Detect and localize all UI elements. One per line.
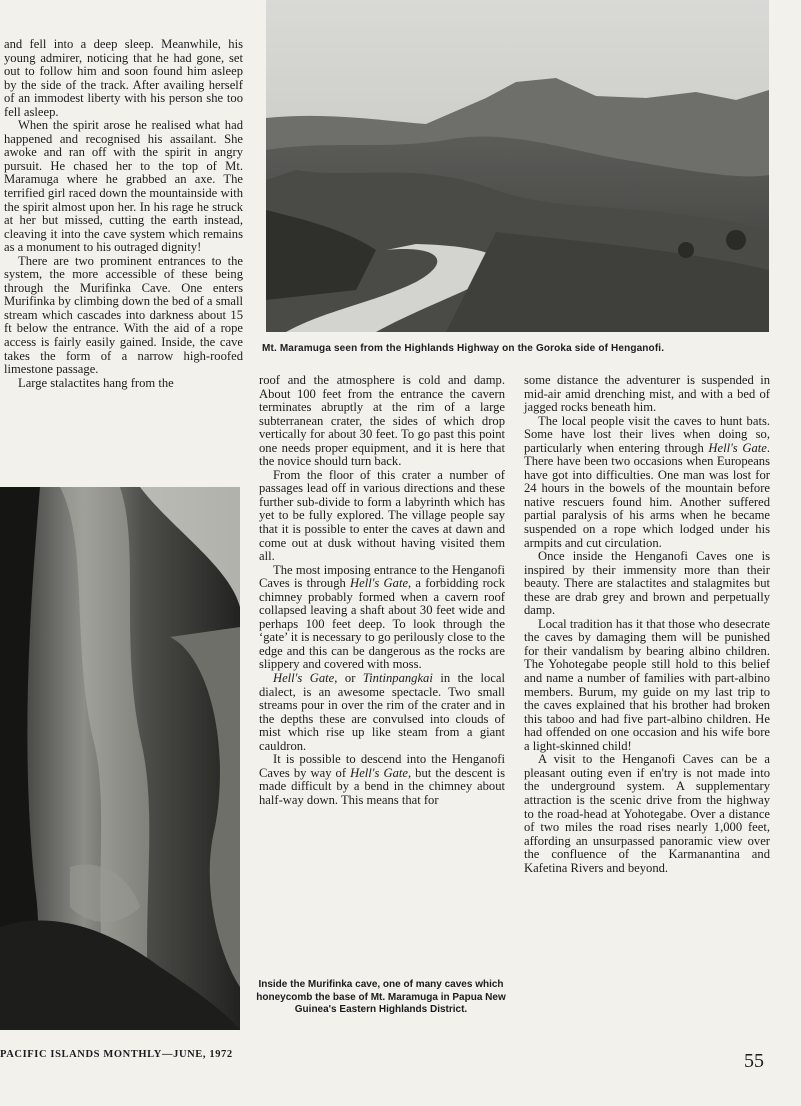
publication-footer: PACIFIC ISLANDS MONTHLY—JUNE, 1972	[0, 1049, 233, 1060]
text-run: , or	[334, 671, 363, 686]
italic-name: Hell's Gate	[350, 576, 409, 591]
paragraph: roof and the atmosphere is cold and damp. About 100 feet from the entrance the cavern terminates abruptly at the rim of a large subterranean crater, the sides of which drop vertically for about 30 feet. To go past this point one needs proper equipment, and it is here that the novice should turn back.	[259, 373, 505, 469]
italic-name: Tintinpangkai	[362, 671, 433, 686]
paragraph: some distance the adventurer is suspended in mid-air amid drenching mist, and with a bed of jagged rocks beneath him.	[524, 373, 770, 415]
article-column-3	[524, 374, 770, 875]
text-run: The local people visit the caves to hunt bats. Some have lost their lives when doing so, particularly when entering through	[524, 413, 770, 455]
text-run: , but the descent is made difficult by a bend in the chimney about half-way down. This means that for	[259, 765, 506, 807]
paragraph	[259, 753, 505, 807]
paragraph: From the floor of this crater a number of passages lead off in various directions and these further sub-divide to form a labyrinth which has yet to be fully explored. The village people say that it is possible to enter the caves at dawn and come out at dusk without having visited them all.	[259, 467, 505, 564]
italic-name: Hell's Gate	[273, 671, 335, 686]
article-column-2	[259, 374, 505, 808]
text-run: It is possible to descend into the Henganofi Caves by way of	[259, 752, 505, 780]
paragraph: Local tradition has it that those who desecrate the caves by damaging them will be punished for their vandalism by bearing albino children. The Yohotegabe people still hold to this belief and name a number of families with part-albino members. Burum, my guide on my last trip to the caves explained that his brother had broken this taboo and had five part-albino children. He had offended on one occasion and his wife bore a light-skinned child!	[524, 616, 770, 753]
italic-name: Hell's Gate	[350, 765, 408, 780]
text-run: The most imposing entrance to the Henganofi Caves is through	[259, 562, 505, 591]
text-run: , a forbidding rock chimney probably formed when a cavern roof collapsed leaving a shaft about 30 feet wide and perhaps 100 feet deep. To look through the ‘gate’ it is necessary to go perilously close to the edge and this can be dangerous as the rocks are slippery and covered with moss.	[259, 576, 505, 672]
page-number: 55	[744, 1050, 764, 1072]
text-run: in the local dialect, is an awesome spectacle. Two small streams pour in over the rim of the crater and in the depths these are convulsed into clouds of mist which rise up like steam from a giant cauldron.	[259, 671, 505, 753]
article-column-1	[4, 38, 243, 390]
paragraph: There are two prominent entrances to the system, the more accessible of these being through the Murifinka Cave. One enters Murifinka by climbing down the bed of a small stream which cascades into darkness about 15 ft below the entrance. With the aid of a rope access is fairly easily gained. Inside, the cave takes the form of a narrow high-roofed limestone passage.	[4, 253, 243, 377]
cave-photo	[0, 487, 240, 1030]
cave-photo-caption: Inside the Murifinka cave, one of many caves which honeycomb the base of Mt. Maramuga in Papua New Guinea's Eastern Highlands District.	[256, 979, 506, 1015]
paragraph: and fell into a deep sleep. Meanwhile, his young admirer, noticing that he had gone, set out to follow him and soon found him asleep by the side of the track. After availing herself of an immodest liberty with his person she too fell asleep.	[4, 37, 243, 119]
paragraph	[259, 672, 505, 753]
mountain-photo-caption: Mt. Maramuga seen from the Highlands Highway on the Goroka side of Henganofi.	[262, 343, 665, 354]
italic-name: Hell's Gate	[708, 440, 767, 455]
paragraph: Large stalactites hang from the	[18, 375, 174, 390]
paragraph: Once inside the Henganofi Caves one is inspired by their immensity more than their beauty. There are stalactites and stalagmites but these are drab grey and brown and perpetually damp.	[524, 549, 770, 618]
text-run: . There have been two occasions when Europeans have got into difficulties. One man was lost for 24 hours in the bowels of the mountain before native rescuers found him. Another suffered partial paralysis of his arms when he became suspended on a rope which lodged under his armpits and cut circulation.	[524, 440, 770, 550]
paragraph: When the spirit arose he realised what had happened and recognised his assailant. She awoke and ran off with the spirit in angry pursuit. He chased her to the top of Mt. Maramuga where he grabbed an axe. The terrified girl raced down the mountainside with the spirit almost upon her. In his rage he struck at her but missed, cutting the earth instead, cleaving it into the cave system which remains as a monument to his outraged dignity!	[4, 118, 243, 255]
paragraph	[259, 564, 505, 672]
paragraph	[524, 415, 770, 550]
mountain-photo	[266, 0, 769, 332]
paragraph: A visit to the Henganofi Caves can be a pleasant outing even if en'try is not made into the underground system. A supplementary attraction is the scenic drive from the highway to the road-head at Yohotegabe. Over a distance of two miles the road rises nearly 1,000 feet, affording an unsurpassed panoramic view over the confluence of the Karmanantina and Kafetina Rivers and beyond.	[524, 752, 770, 875]
